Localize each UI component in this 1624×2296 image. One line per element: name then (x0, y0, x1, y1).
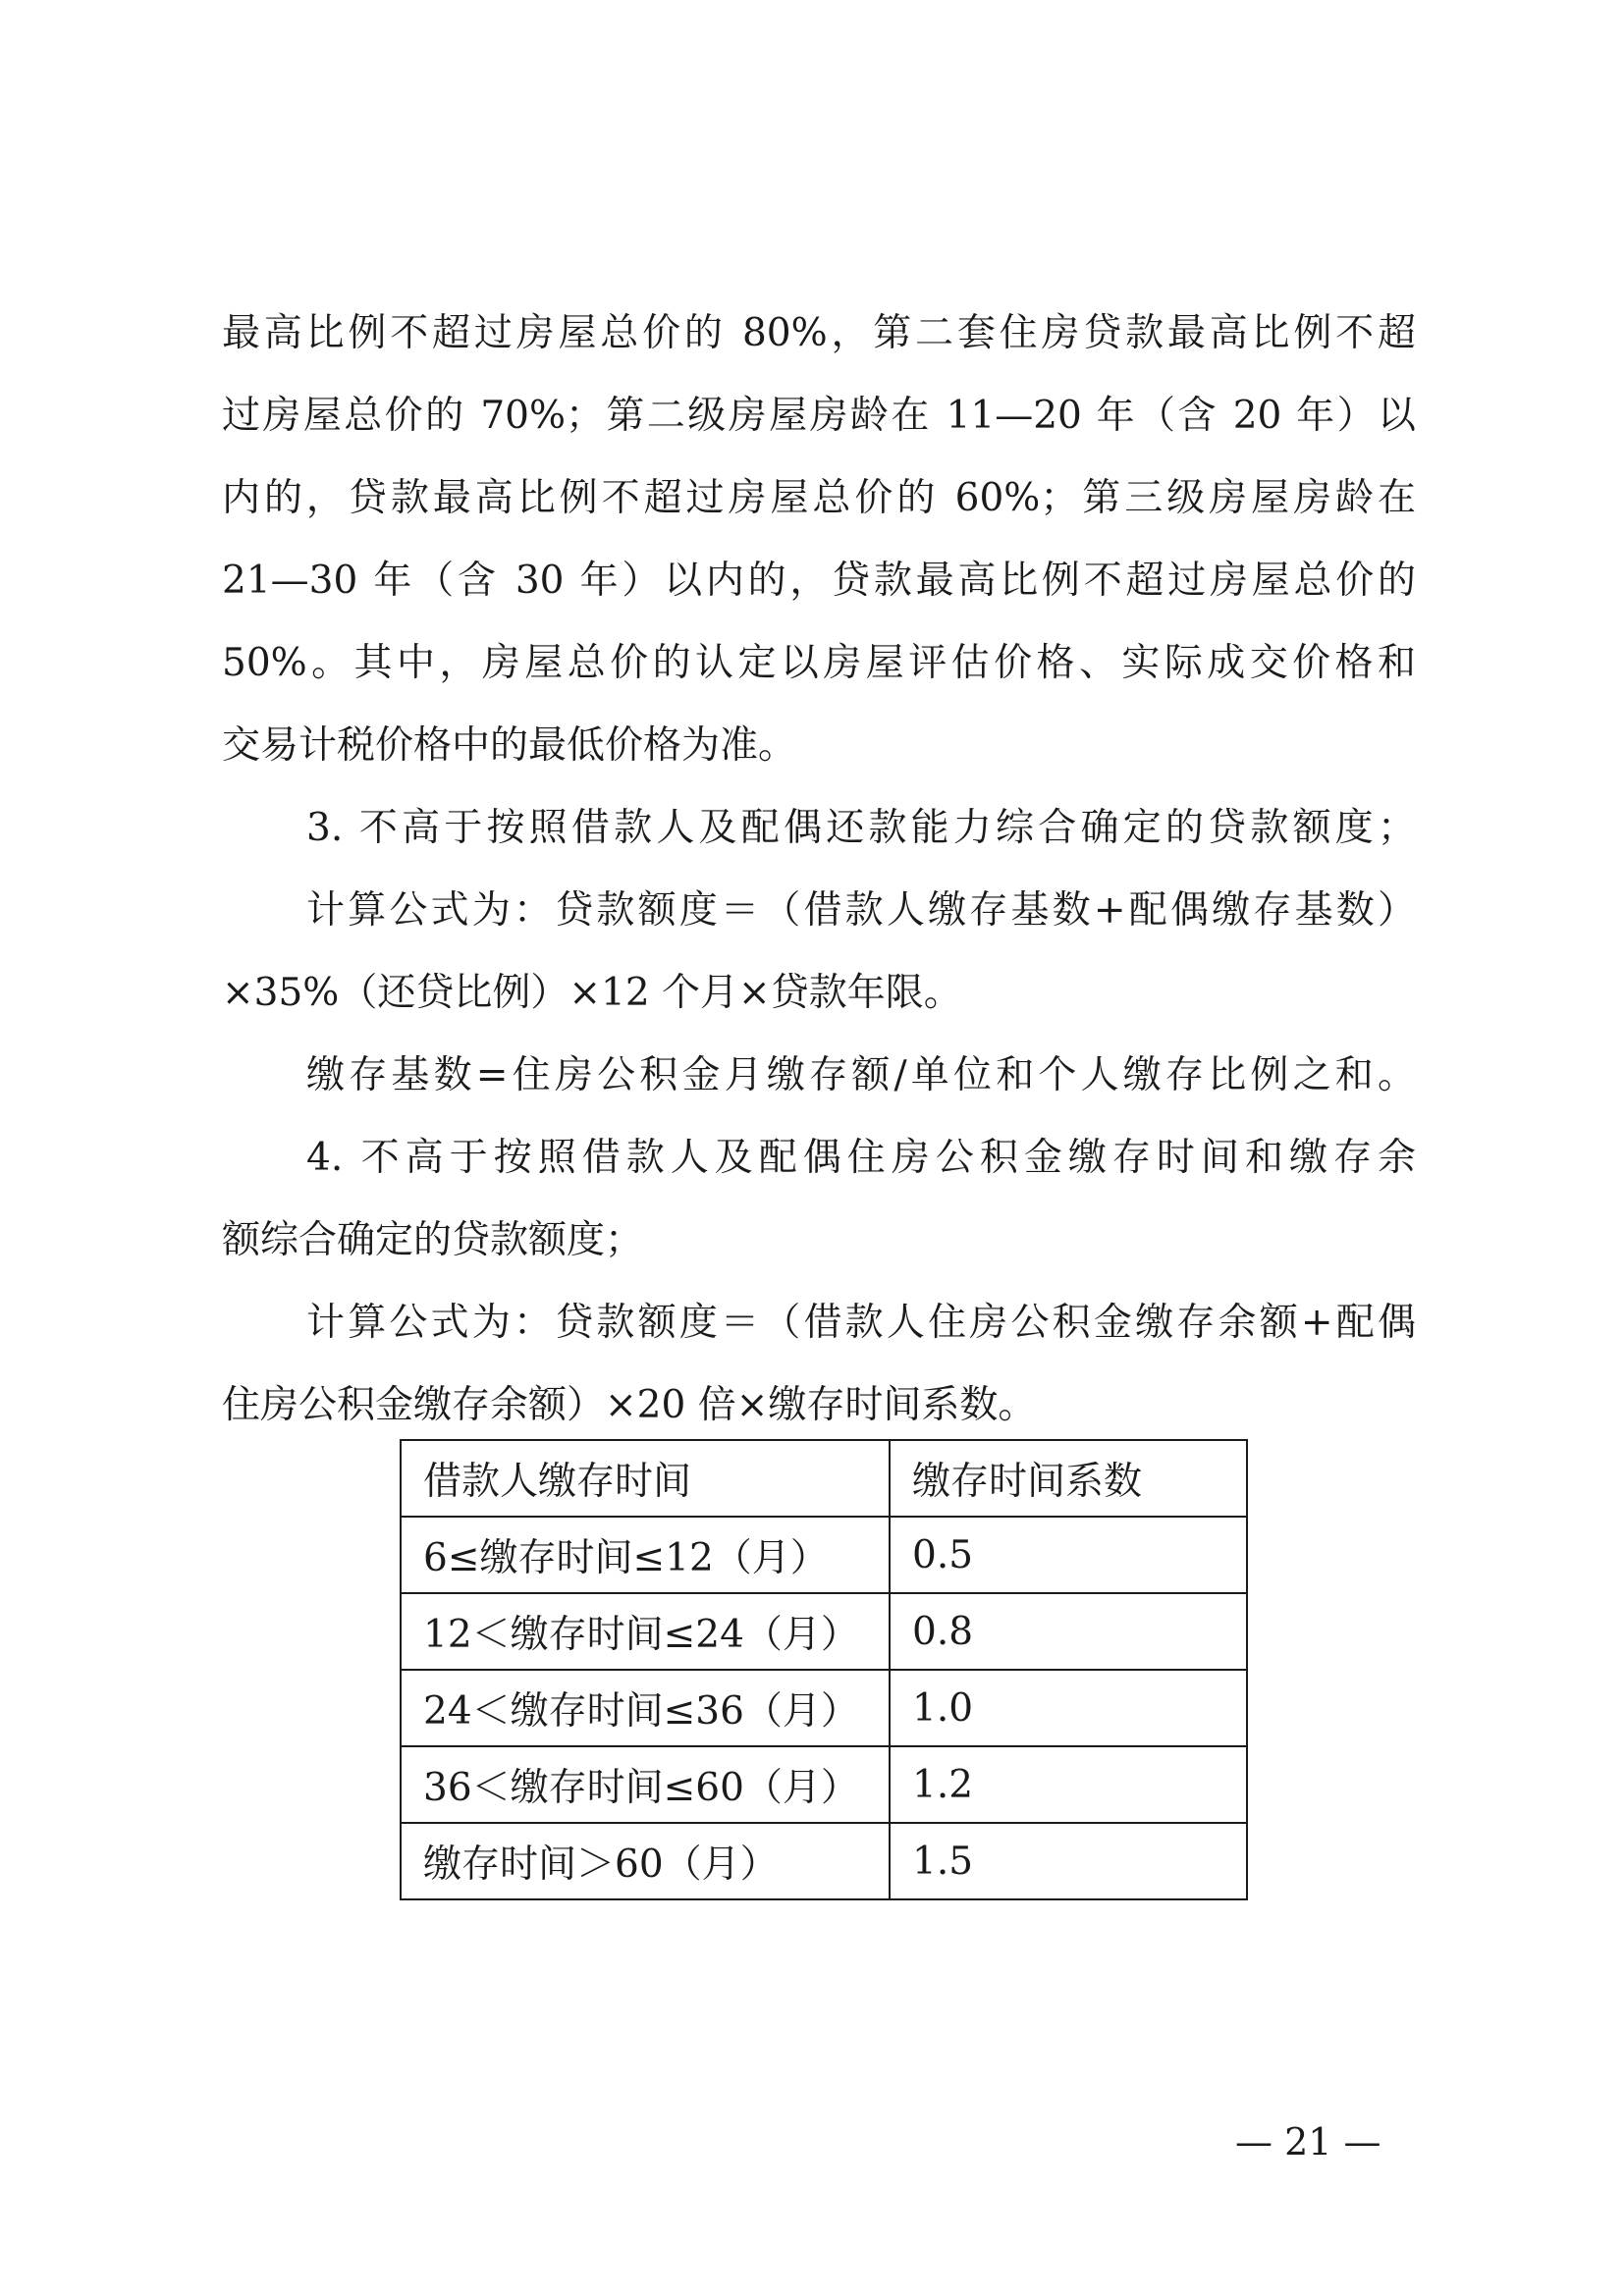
text-line: 缴存基数=住房公积金月缴存额/单位和个人缴存比例之和。 (306, 1053, 1416, 1097)
table-cell: 1.0 (890, 1670, 1247, 1746)
table-row (401, 1593, 1247, 1670)
table-row (401, 1670, 1247, 1746)
table-header-row (401, 1440, 1247, 1517)
table-row (401, 1823, 1247, 1899)
text-line: 计算公式为：贷款额度＝（借款人住房公积金缴存余额+配偶 (306, 1301, 1416, 1345)
text-line: 额综合确定的贷款额度； (222, 1218, 644, 1262)
table-cell: 12＜缴存时间≤24（月） (401, 1593, 890, 1670)
table-row (401, 1517, 1247, 1593)
text-line: 4. 不高于按照借款人及配偶住房公积金缴存时间和缴存余 (306, 1136, 1416, 1180)
table-cell: 6≤缴存时间≤12（月） (401, 1517, 890, 1593)
table-cell: 36＜缴存时间≤60（月） (401, 1746, 890, 1823)
text-line: 交易计税价格中的最低价格为准。 (222, 723, 797, 768)
table-cell: 1.5 (890, 1823, 1247, 1899)
text-line: ×35%（还贷比例）×12 个月×贷款年限。 (222, 971, 962, 1015)
table-cell: 1.2 (890, 1746, 1247, 1823)
table-row (401, 1746, 1247, 1823)
table-cell: 0.5 (890, 1517, 1247, 1593)
coefficient-table (400, 1439, 1248, 1900)
table-header-cell: 借款人缴存时间 (401, 1440, 890, 1517)
text-line: 3. 不高于按照借款人及配偶还款能力综合确定的贷款额度； (306, 806, 1416, 850)
text-line: 50%。其中，房屋总价的认定以房屋评估价格、实际成交价格和 (222, 641, 1416, 685)
table-cell: 0.8 (890, 1593, 1247, 1670)
text-line: 21—30 年（含 30 年）以内的，贷款最高比例不超过房屋总价的 (222, 559, 1416, 603)
table-cell: 缴存时间＞60（月） (401, 1823, 890, 1899)
text-line: 内的，贷款最高比例不超过房屋总价的 60%；第三级房屋房龄在 (222, 476, 1416, 520)
table-header-cell: 缴存时间系数 (890, 1440, 1247, 1517)
text-line: 过房屋总价的 70%；第二级房屋房龄在 11—20 年（含 20 年）以 (222, 394, 1416, 438)
table-cell: 24＜缴存时间≤36（月） (401, 1670, 890, 1746)
text-line: 最高比例不超过房屋总价的 80%，第二套住房贷款最高比例不超 (222, 311, 1416, 355)
text-line: 住房公积金缴存余额）×20 倍×缴存时间系数。 (222, 1383, 1037, 1427)
text-line: 计算公式为：贷款额度＝（借款人缴存基数+配偶缴存基数） (306, 888, 1416, 933)
page-number: — 21 — (1235, 2120, 1381, 2163)
